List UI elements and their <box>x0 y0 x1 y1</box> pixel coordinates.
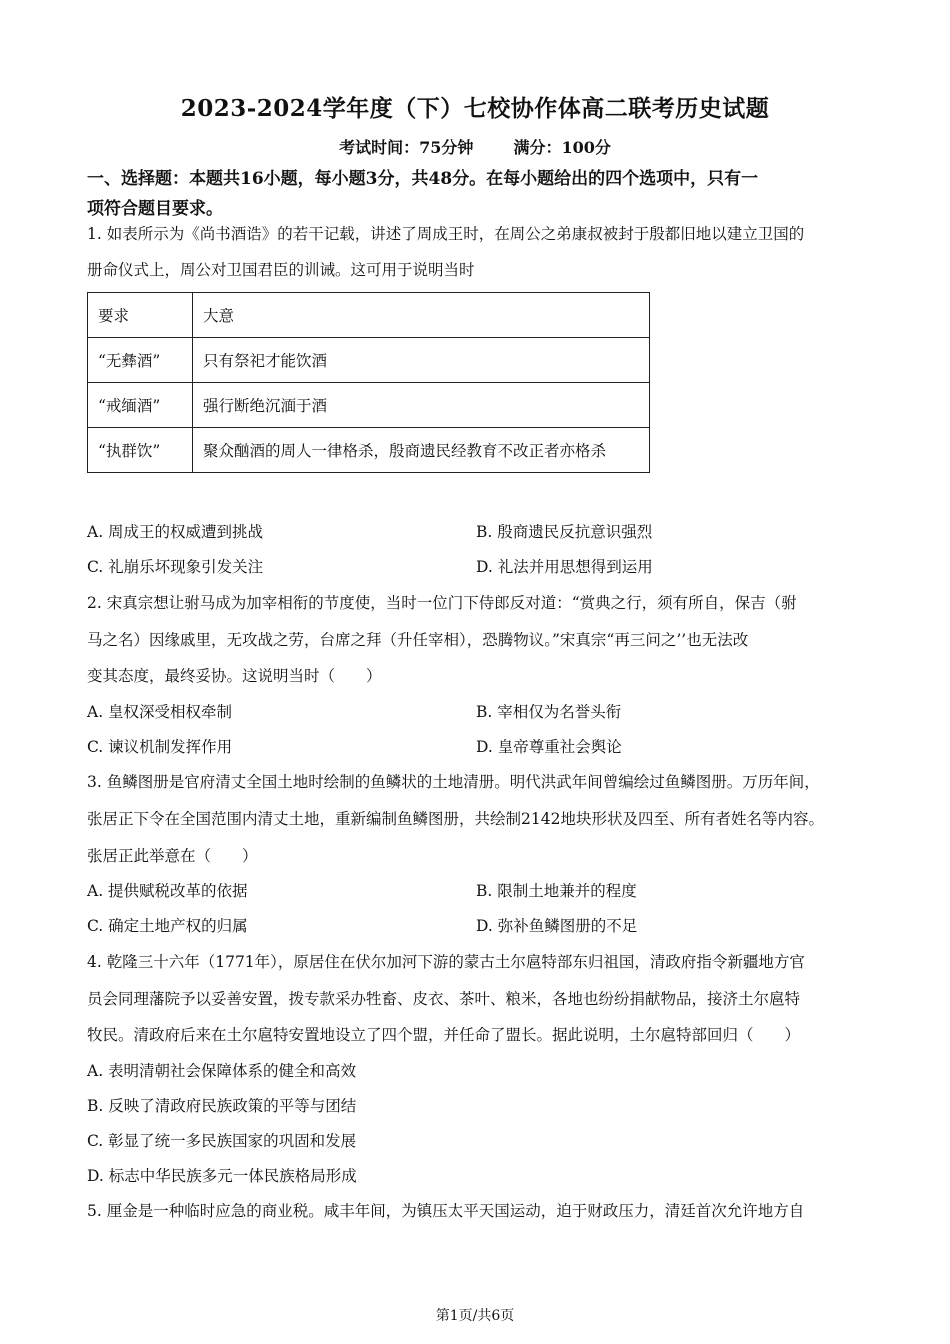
table-cell: 只有祭祀才能饮酒 <box>193 338 650 383</box>
question-stem-line: 员会同理藩院予以妥善安置，拨专款采办牲畜、皮衣、茶叶、粮米，各地也纷纷捐献物品，接济土尔扈特 <box>87 990 801 1008</box>
option-a: A. 周成王的权威遭到挑战 <box>87 523 264 541</box>
question-stem-line: 1. 如表所示为《尚书酒诰》的若干记载，讲述了周成王时，在周公之弟康叔被封于殷都旧地以建立卫国的 <box>87 225 805 243</box>
table-row <box>88 383 650 428</box>
table-cell: “戒缅酒” <box>88 383 193 428</box>
option-c: C. 礼崩乐坏现象引发关注 <box>87 558 264 576</box>
exam-info <box>0 135 950 158</box>
option-b: B. 宰相仅为名誉头衔 <box>476 703 622 721</box>
page-title: 2023-2024学年度（下）七校协作体高二联考历史试题 <box>180 95 770 122</box>
exam-score: 满分：100分 <box>513 138 611 157</box>
section-heading-line: 一、选择题：本题共16小题，每小题3分，共48分。在每小题给出的四个选项中，只有一 <box>87 169 759 189</box>
option-a: A. 提供赋税改革的依据 <box>87 882 248 900</box>
section-heading-line: 项符合题目要求。 <box>87 199 223 219</box>
option-c: C. 彰显了统一多民族国家的巩固和发展 <box>87 1132 357 1150</box>
question-stem-line: 牧民。清政府后来在土尔扈特安置地设立了四个盟，并任命了盟长。据此说明，土尔扈特部回归（ ） <box>87 1026 801 1044</box>
question-stem-line: 马之名）因缘戚里，无攻战之劳，台席之拜（升任宰相），恐腾物议。”宋真宗“再三问之’’也无法改 <box>87 631 749 649</box>
option-b: B. 殷商遗民反抗意识强烈 <box>476 523 653 541</box>
option-a: A. 皇权深受相权牵制 <box>87 703 233 721</box>
table-header-cell: 大意 <box>193 293 650 338</box>
option-a: A. 表明清朝社会保障体系的健全和高效 <box>87 1062 357 1080</box>
page-footer: 第1页/共6页 <box>435 1308 515 1324</box>
option-d: D. 皇帝尊重社会舆论 <box>476 738 622 756</box>
option-d: D. 礼法并用思想得到运用 <box>476 558 653 576</box>
section-heading <box>87 164 877 224</box>
question-1-table <box>87 292 650 473</box>
question-stem-line: 张居正此举意在（ ） <box>87 847 258 865</box>
option-b: B. 反映了清政府民族政策的平等与团结 <box>87 1097 357 1115</box>
exam-time: 考试时间：75分钟 <box>339 138 474 157</box>
option-d: D. 标志中华民族多元一体民族格局形成 <box>87 1167 357 1185</box>
option-b: B. 限制土地兼并的程度 <box>476 882 637 900</box>
question-stem-line: 册命仪式上，周公对卫国君臣的训诫。这可用于说明当时 <box>87 261 475 279</box>
table-row <box>88 293 650 338</box>
table-cell: 强行断绝沉湎于酒 <box>193 383 650 428</box>
question-stem-line: 张居正下令在全国范围内清丈土地，重新编制鱼鳞图册，共绘制2142地块形状及四至、所有者姓名等内容。 <box>87 810 824 828</box>
question-stem-line: 2. 宋真宗想让驸马成为加宰相衔的节度使，当时一位门下侍郎反对道：“赏典之行，须有所自，保吉（驸 <box>87 594 797 612</box>
option-c: C. 确定土地产权的归属 <box>87 917 248 935</box>
table-cell: “执群饮” <box>88 428 193 473</box>
table-row <box>88 338 650 383</box>
question-stem-line: 3. 鱼鳞图册是官府清丈全国土地时绘制的鱼鳞状的土地清册。明代洪武年间曾编绘过鱼鳞图册。万历年间， <box>87 773 820 791</box>
question-stem-line: 变其态度，最终妥协。这说明当时（ ） <box>87 667 382 685</box>
question-stem-line: 5. 厘金是一种临时应急的商业税。咸丰年间，为镇压太平天国运动，迫于财政压力，清廷首次允许地方自 <box>87 1202 805 1220</box>
table-row <box>88 428 650 473</box>
question-stem-line: 4. 乾隆三十六年（1771年），原居住在伏尔加河下游的蒙古土尔扈特部东归祖国，清政府指令新疆地方官 <box>87 953 805 971</box>
table-cell: “无彝酒” <box>88 338 193 383</box>
table-header-cell: 要求 <box>88 293 193 338</box>
option-d: D. 弥补鱼鳞图册的不足 <box>476 917 638 935</box>
table-cell: 聚众酗酒的周人一律格杀，殷商遗民经教育不改正者亦格杀 <box>193 428 650 473</box>
option-c: C. 谏议机制发挥作用 <box>87 738 233 756</box>
